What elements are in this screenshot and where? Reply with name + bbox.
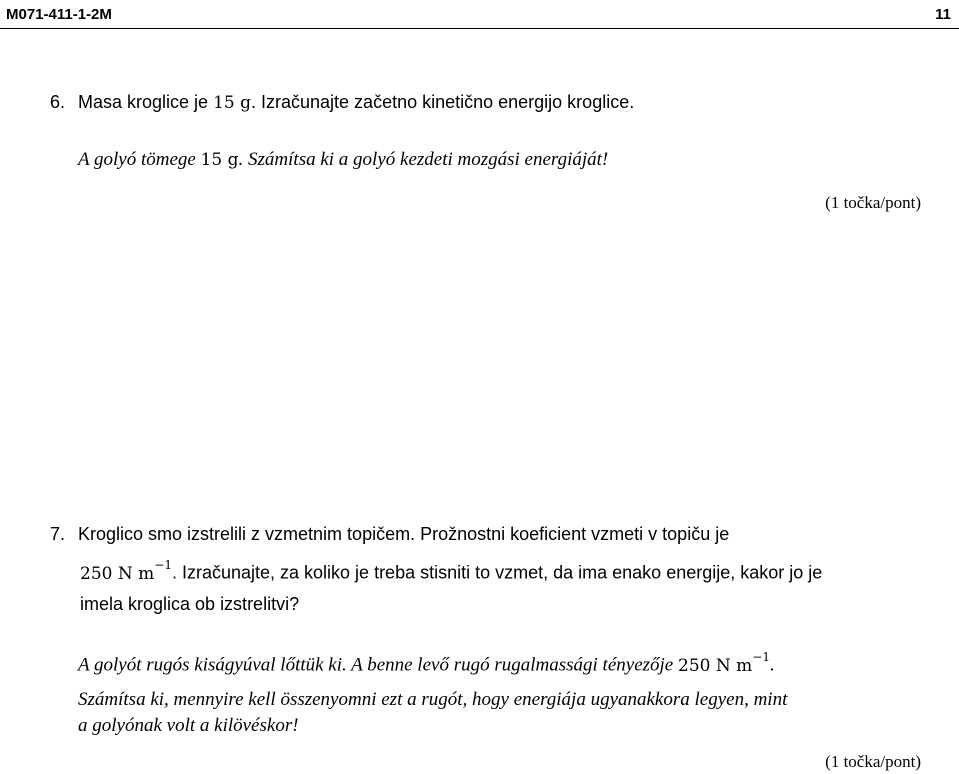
q7-number: 7. <box>50 524 66 544</box>
page-header <box>0 0 959 30</box>
q7-si-line2-text: . Izračunajte, za koliko je treba stisniti to vzmet, da ima enako energije, kakor jo je <box>171 562 823 583</box>
exam-code: M071-411-1-2M <box>6 6 112 23</box>
q7-si-line1-text: Kroglico smo izstrelili z vzmetnim topičem. Prožnostni koeficient vzmeti v topiču je <box>78 524 730 544</box>
q7-si-const-exp: −1 <box>154 558 172 572</box>
q7-si-line3: imela kroglica ob izstrelitvi? <box>80 594 300 614</box>
q7-hu-const-exp: −1 <box>752 650 770 664</box>
q7-hu-line2: Számítsa ki, mennyire kell összenyomni ezt a rugót, hogy energiája ugyanakkora legyen, mint <box>78 689 788 710</box>
header-rule <box>0 28 959 29</box>
q6-hu-text-a: A golyó tömege <box>78 149 196 170</box>
q7-hu-const-value: 250 N m <box>678 655 753 676</box>
q7-hu-line1-text: A golyót rugós kiságyúval lőttük ki. A benne levő rugó rugalmassági tényezője <box>78 654 674 676</box>
q6-si-text-b: . Izračunajte začetno kinetično energijo kroglice. <box>251 92 635 112</box>
q7-si-line2 <box>80 556 822 586</box>
q6-hu-text-b: . Számítsa ki a golyó kezdeti mozgási energiáját! <box>238 149 609 170</box>
q6-hungarian-text <box>78 148 608 172</box>
q6-si-mass: 15 g <box>213 93 251 113</box>
q7-si-const-value: 250 N m <box>80 563 155 584</box>
q7-points: (1 točka/pont) <box>825 752 921 771</box>
page-number: 11 <box>935 6 951 23</box>
q7-hu-spring-constant <box>678 650 770 676</box>
q7-si-line1 <box>50 522 729 546</box>
q7-si-spring-constant <box>80 558 172 584</box>
q6-points: (1 točka/pont) <box>825 193 921 212</box>
q7-hu-line1-end: . <box>769 654 775 676</box>
q6-hu-mass: 15 g <box>200 150 239 170</box>
q6-slovenian-text <box>50 90 634 115</box>
q6-si-text-a: Masa kroglice je <box>78 92 209 112</box>
q7-hu-line1 <box>78 648 775 678</box>
q7-hu-line3: a golyónak volt a kilövéskor! <box>78 715 299 736</box>
q6-number: 6. <box>50 92 66 112</box>
